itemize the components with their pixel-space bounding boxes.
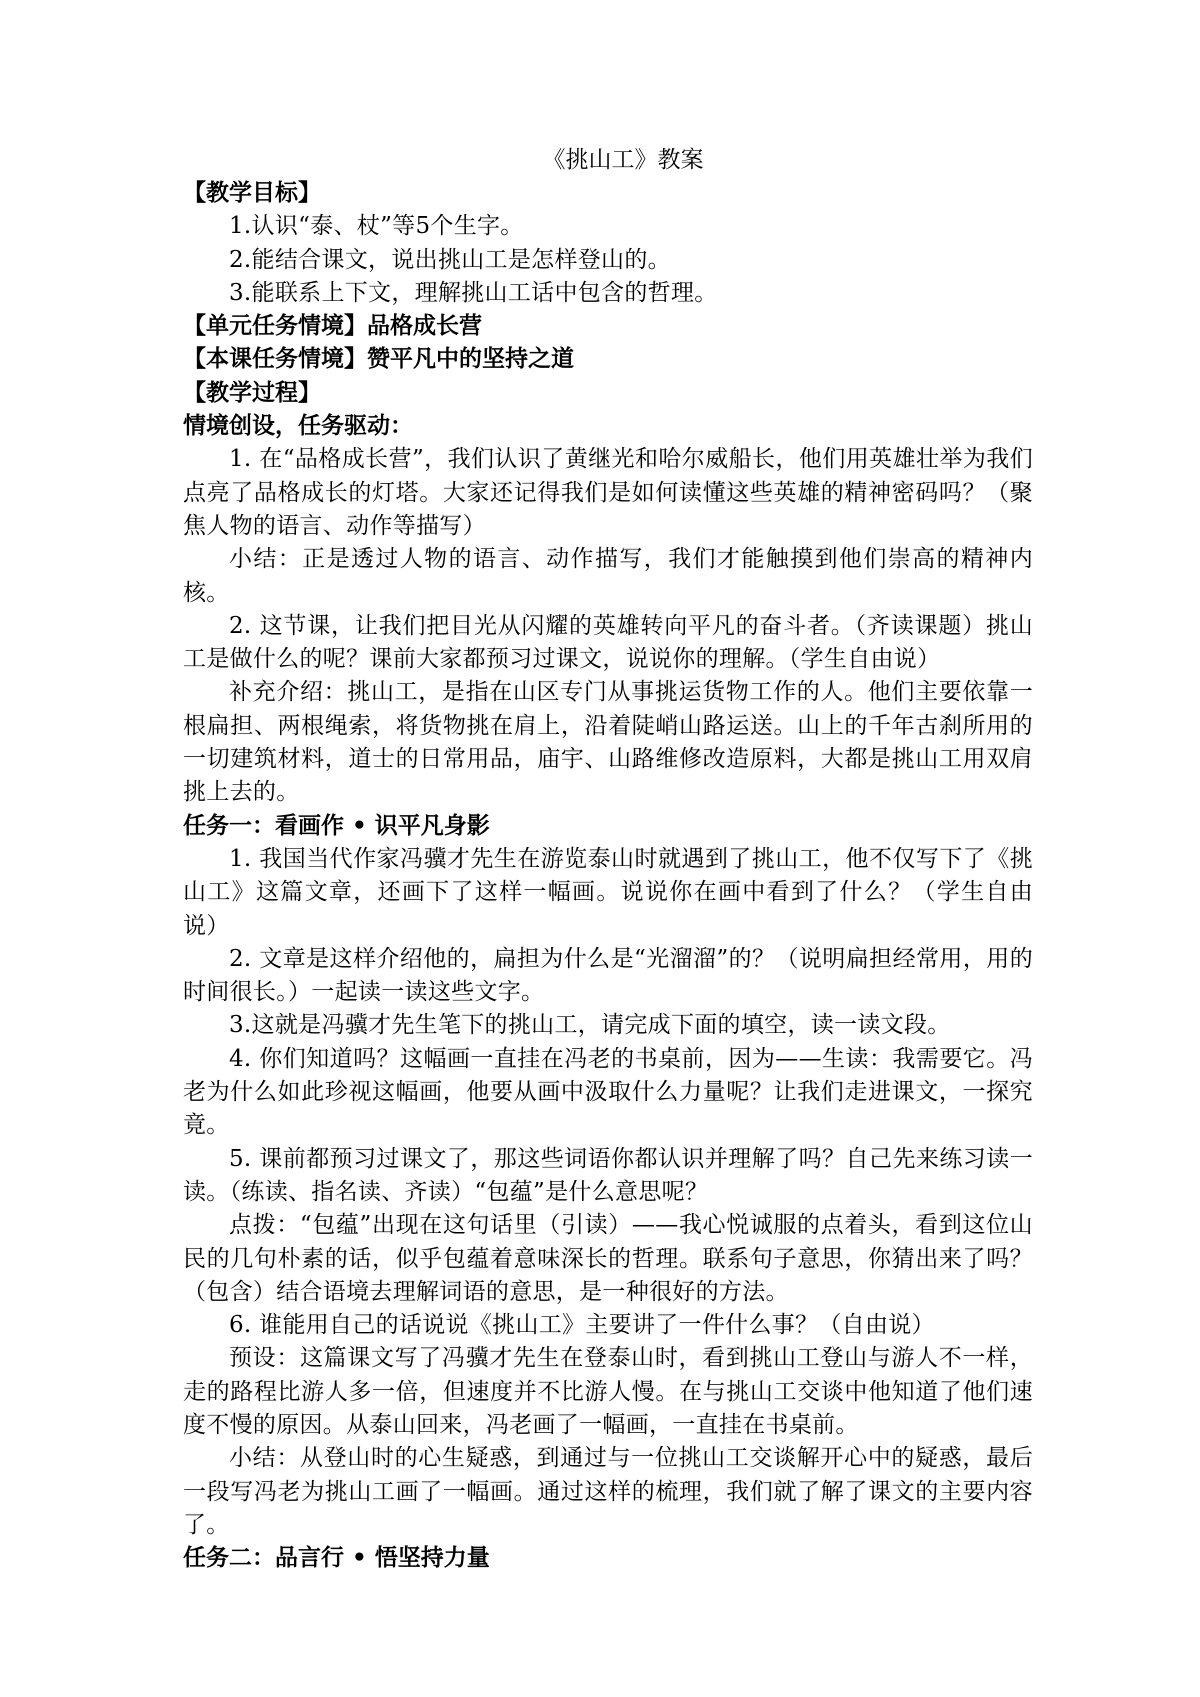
document-body	[183, 143, 1033, 1575]
paragraph: 1.认识“泰、杖”等5个生字。	[229, 213, 524, 240]
paragraph: 4. 你们知道吗？这幅画一直挂在冯老的书桌前，因为——生读：我需要它。冯老为什么如此珍视这幅画，他要从画中汲取什么力量呢？让我们走进课文，一探究竟。	[183, 1045, 1033, 1139]
paragraph: 2. 这节课，让我们把目光从闪耀的英雄转向平凡的奋斗者。（齐读课题）挑山工是做什么的呢？课前大家都预习过课文，说说你的理解。（学生自由说）	[183, 612, 1033, 673]
section-heading: 任务一：看画作 • 识平凡身影	[183, 812, 490, 839]
section-heading: 【单元任务情境】品格成长营	[183, 313, 482, 340]
section-heading: 任务二：品言行 • 悟坚持力量	[183, 1545, 490, 1572]
section-heading: 【教学目标】	[183, 180, 321, 206]
paragraph: 小结：正是透过人物的语言、动作描写，我们才能触摸到他们崇高的精神内核。	[183, 546, 1033, 606]
paragraph: 6. 谁能用自己的话说说《挑山工》主要讲了一件什么事？（自由说）	[229, 1312, 935, 1339]
paragraph: 1. 我国当代作家冯骥才先生在游览泰山时就遇到了挑山工，他不仅写下了《挑山工》这篇文章，还画下了这样一幅画。说说你在画中看到了什么？（学生自由说）	[183, 845, 1033, 939]
paragraph: 3.这就是冯骥才先生笔下的挑山工，请完成下面的填空，读一读文段。	[229, 1012, 951, 1039]
paragraph: 补充介绍：挑山工，是指在山区专门从事挑运货物工作的人。他们主要依靠一根扁担、两根绳索，将货物挑在肩上，沿着陡峭山路运送。山上的千年古刹所用的一切建筑材料，道士的日常用品，庙宇、山路维修改造原料，大都是挑山工用双肩挑上去的。	[183, 679, 1033, 806]
paragraph: 小结：从登山时的心生疑惑，到通过与一位挑山工交谈解开心中的疑惑，最后一段写冯老为挑山工画了一幅画。通过这样的梳理，我们就了解了课文的主要内容了。	[183, 1445, 1033, 1538]
paragraph: 点拨：“包蕴”出现在这句话里（引读）——我心悦诚服的点着头，看到这位山民的几句朴素的话，似乎包蕴着意味深长的哲理。联系句子意思，你猜出来了吗？（包含）结合语境去理解词语的意思，是一种很好的方法。	[183, 1212, 1033, 1305]
paragraph: 1. 在“品格成长营”，我们认识了黄继光和哈尔威船长，他们用英雄壮举为我们点亮了品格成长的灯塔。大家还记得我们是如何读懂这些英雄的精神密码吗？（聚焦人物的语言、动作等描写）	[183, 446, 1033, 539]
paragraph: 2.能结合课文，说出挑山工是怎样登山的。	[229, 246, 671, 273]
document-title: 《挑山工》教案	[542, 147, 704, 173]
section-heading: 【本课任务情境】赞平凡中的坚持之道	[183, 346, 574, 373]
section-heading: 情境创设，任务驱动：	[183, 413, 413, 440]
paragraph: 2. 文章是这样介绍他的，扁担为什么是“光溜溜”的？（说明扁担经常用，用的时间很长。）一起读一读这些文字。	[183, 945, 1033, 1006]
paragraph: 预设：这篇课文写了冯骥才先生在登泰山时，看到挑山工登山与游人不一样，走的路程比游人多一倍，但速度并不比游人慢。在与挑山工交谈中他知道了他们速度不慢的原因。从泰山回来，冯老画了一幅画，一直挂在书桌前。	[183, 1345, 1033, 1438]
paragraph: 5. 课前都预习过课文了，那这些词语你都认识并理解了吗？自己先来练习读一读。（练读、指名读、齐读）“包蕴”是什么意思呢？	[183, 1145, 1033, 1205]
document-paragraphs	[183, 177, 1033, 1575]
paragraph: 3.能联系上下文，理解挑山工话中包含的哲理。	[229, 279, 718, 306]
section-heading: 【教学过程】	[183, 379, 321, 406]
